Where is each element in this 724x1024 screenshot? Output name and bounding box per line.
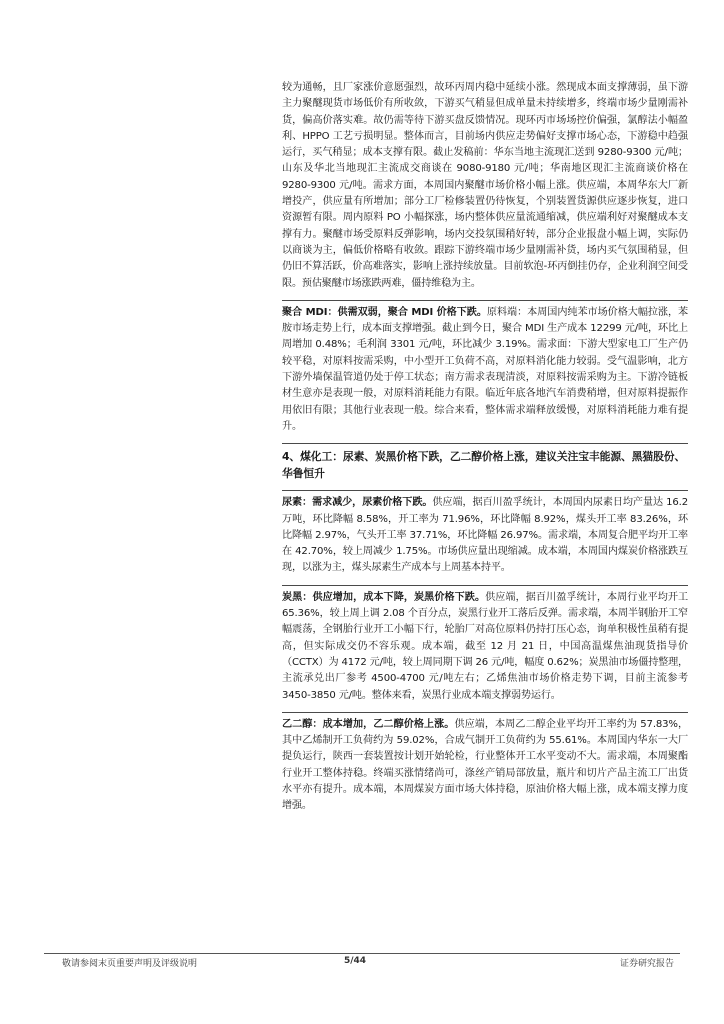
paragraph-text: 供应端，据百川盈孚统计，本周行业平均开工 65.36%，较上周上调 2.08 个百分点，炭黑行业开工落后反弹。需求端，本周半钢胎开工窄幅震荡，全钢胎行业开工小幅下行，轮胎厂对高位原料仍持打压心态，询单积极性虽稍有提高，但实际成交仍不容乐观。成本端，截至 12 月 21 日，中国高温煤焦油现货指导价（CCTX）为 4172 元/吨，较上周同期下调 26 元/吨，幅度 0.62%；炭黑油市场僵持整理，主流承兑出厂参考 4500-4700 元/吨左右；乙烯焦油市场价格走势下调，目前主流参考 3450-3850 元/吨。整体来看，炭黑行业成本端支撑弱势运行。 (282, 591, 689, 701)
page-footer (44, 956, 680, 976)
section-heading-coal-chemical: 4、煤化工：尿素、炭黑价格下跌，乙二醇价格上涨，建议关注宝丰能源、黑猫股份、华鲁恒升 (282, 443, 688, 482)
footer-report-label: 证券研究报告 (619, 959, 674, 969)
paragraph-mdi (282, 300, 688, 435)
paragraph-lead: 乙二醇：成本增加，乙二醇价格上涨。 (282, 718, 455, 730)
report-body (282, 80, 688, 823)
footer-divider (44, 953, 680, 954)
paragraph-carbon-black (282, 585, 688, 704)
paragraph-text: 原料端：本周国内纯苯市场价格大幅拉涨，苯胺市场走势上行，成本面支撑增强。截止到今日，聚合 MDI 生产成本 12299 元/吨，环比上周增加 0.48%；毛利润 3301 元/吨，环比减少 3.19%。需求面：下游大型家电工厂生产仍较平稳，对原料按需采购，中小型开工负荷不高，对原料消化能力较弱。受气温影响，北方下游外墙保温管道仍处于停工状态；南方需求表现清淡，对原料按需采购为主。下游冷链板材生意亦是表现一般，对原料消耗能力有限。临近年底各地汽车消费稍增，但对原料提振作用依旧有限；其他行业表现一般。综合来看，整体需求端释放缓慢，对原料消耗能力难有提升。 (282, 306, 688, 432)
paragraph-ethylene-glycol (282, 712, 688, 815)
paragraph-lead: 聚合 MDI：供需双弱，聚合 MDI 价格下跌。 (282, 306, 487, 318)
paragraph-polyether: 较为通畅，且厂家涨价意愿强烈，故环丙周内稳中延续小涨。然现成本面支撑薄弱，虽下游主力聚醚现货市场低价有所收敛，下游买气稍显但成单量未持续增多，终端市场少量刚需补货，偏高价落实难。故仍需等待下游买盘反馈情况。现环丙市场场控价偏强，氯醇法小幅盈利、HPPO 工艺亏损明显。整体而言，目前场内供应走势偏好支撑市场心态，下游稳中趋强运行，买气稍显；成本支撑有限。截止发稿前：华东当地主流现汇送到 9280-9300 元/吨；山东及华北当地现汇主流成交商谈在 9080-9180 元/吨；华南地区现汇主流商谈价格在 9280-9300 元/吨。需求方面，本周国内聚醚市场价格小幅上涨。供应端，本周华东大厂新增投产，供应量有所增加；部分工厂检修装置仍待恢复，个别装置货源供应逐步恢复，进口资源暂有限。周内原料 PO 小幅探涨，场内整体供应量流通缩减，供应端利好对聚醚成本支撑有力。聚醚市场受原料反弹影响，场内交投氛围稍好转，部分企业报盘小幅上调，实际仍以商谈为主，偏低价格略有收敛。跟踪下游终端市场少量刚需补货，场内买气氛围稍显，但仍旧不算活跃，价高难落实，影响上涨持续放量。目前软泡-环丙倒挂仍存，企业利润空间受限。预估聚醚市场涨跌两难，僵持维稳为主。 (282, 82, 688, 289)
paragraph-text: 供应端，据百川盈孚统计，本周国内尿素日均产量达 16.2 万吨，环比降幅 8.58%，开工率为 71.96%，环比降幅 8.92%，煤头开工率 83.26%，环比降幅 2.97%，气头开工率 37.71%，环比降幅 26.97%。需求端，本周复合肥平均开工率在 42.70%，较上周减少 1.75%。市场供应量出现缩减。成本端，本周国内煤炭价格涨跌互现，以涨为主，煤头尿素生产成本与上周基本持平。 (282, 497, 688, 574)
paragraph-urea (282, 490, 688, 576)
paragraph-lead: 炭黑：供应增加，成本下降，炭黑价格下跌。 (282, 591, 486, 603)
page-number: 5/44 (344, 956, 367, 966)
paragraph-text: 供应端，本周乙二醇企业平均开工率约为 57.83%，其中乙烯制开工负荷约为 59.02%，合成气制开工负荷约为 55.61%。本周国内华东一大厂提负运行，陕西一套装置按计划开始轮检，行业整体开工水平变动不大。需求端，本周聚酯行业开工整体持稳。终端买涨情绪尚可，涤丝产销局部放量，瓶片和切片产品主流工厂出货水平亦有提升。成本端，本周煤炭方面市场大体持稳，原油价格大幅上涨，成本端支撑力度增强。 (282, 718, 689, 812)
paragraph-lead: 尿素：需求减少，尿素价格下跌。 (282, 497, 433, 509)
footer-disclaimer: 敬请参阅末页重要声明及评级说明 (62, 959, 198, 969)
